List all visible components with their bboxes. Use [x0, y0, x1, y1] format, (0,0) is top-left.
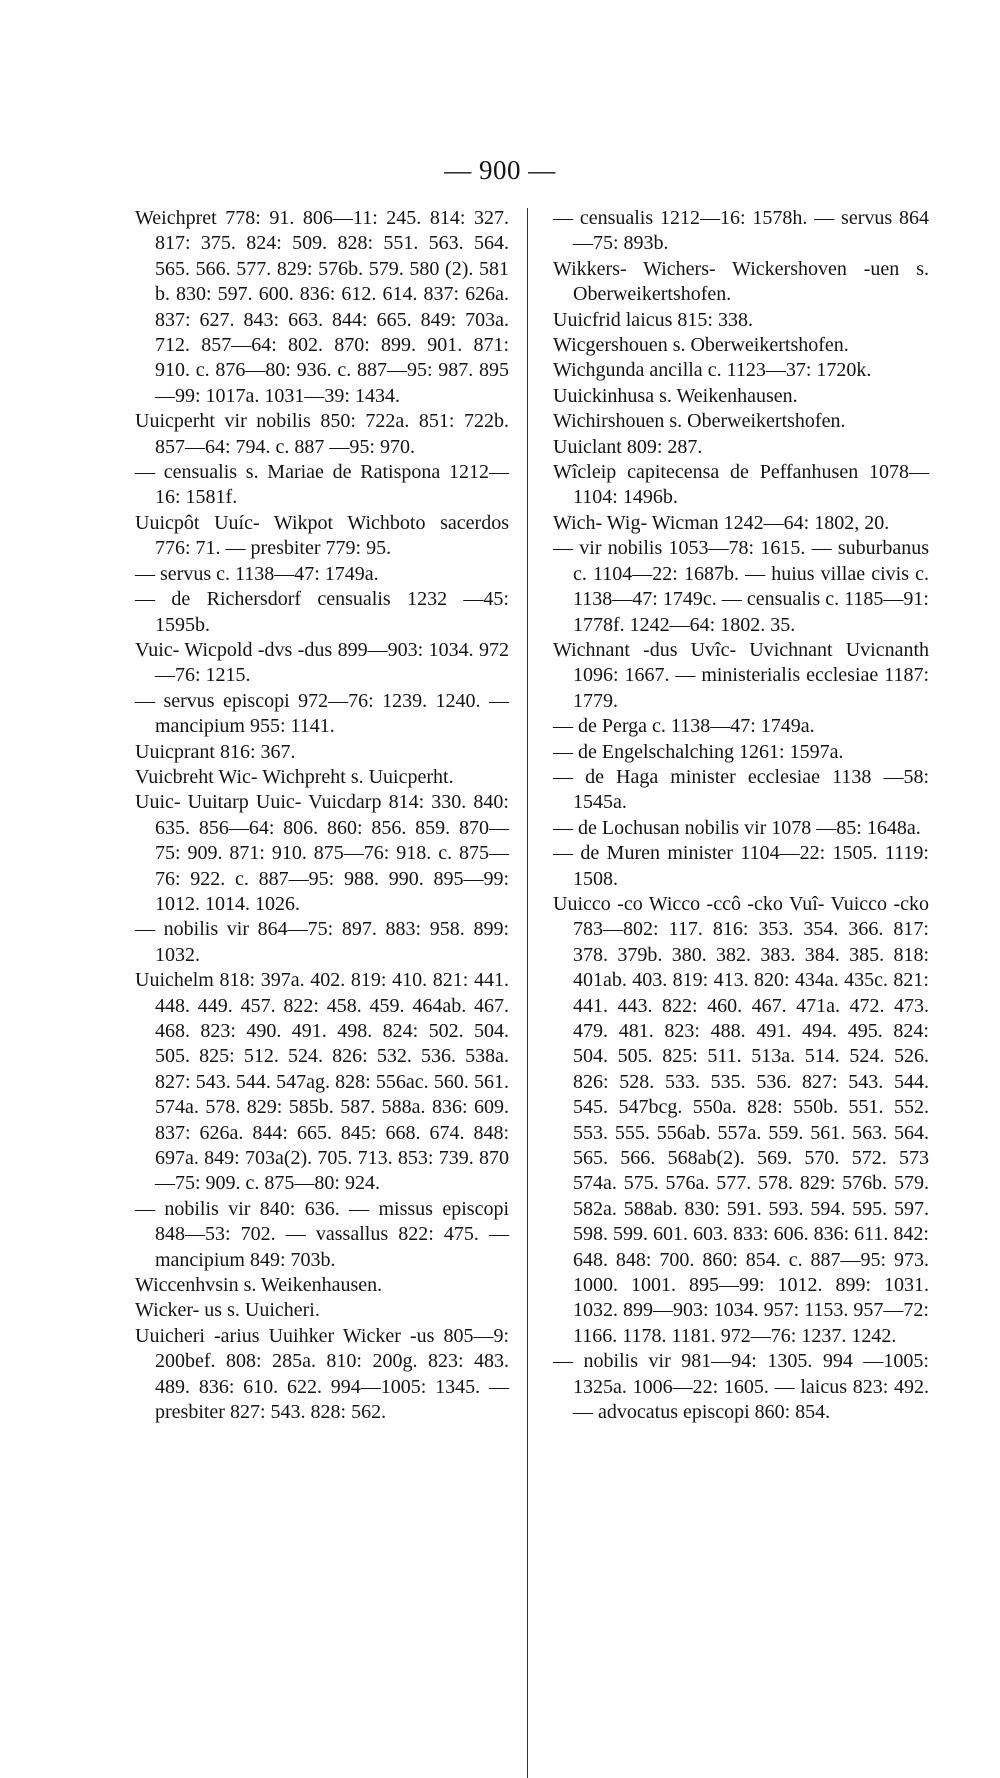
- index-entry: Uuicfrid laicus 815: 338.: [553, 308, 753, 331]
- index-entry: Wichirshouen s. Oberweikertshofen.: [553, 410, 846, 433]
- index-entry: Uuicheri -arius Uuihker Wicker -us 805—9: 200bef. 808: 285a. 810: 200g. 823: 483. 489. 836: 610. 622. 994—1005: 1345. — presbiter 827: 543. 828: 562.: [135, 1324, 509, 1424]
- index-entry: Wîcleip capitecensa de Peffanhusen 1078—1104: 1496b.: [553, 461, 929, 509]
- index-entry: — de Richersdorf censualis 1232 —45: 1595b.: [135, 588, 509, 636]
- index-entry: — servus c. 1138—47: 1749a.: [135, 562, 379, 585]
- right-column: [553, 206, 929, 1426]
- index-entry: Uuicprant 816: 367.: [135, 740, 296, 763]
- index-entry: Uuicpôt Uuíc- Wikpot Wichboto sacerdos 776: 71. — presbiter 779: 95.: [135, 511, 509, 560]
- index-entry: — censualis 1212—16: 1578h. — servus 864—75: 893b.: [553, 207, 929, 255]
- index-entry: Weichpret 778: 91. 806—11: 245. 814: 327. 817: 375. 824: 509. 828: 551. 563. 564. 565. 566. 577. 829: 576b. 579. 580 (2). 581 b. 830: 597. 600. 836: 612. 614. 837: 626a. 837: 627. 843: 663. 844: 665. 849: 703a. 712. 857—64: 802. 870: 899. 901. 871: 910. c. 876—80: 936. c. 887—95: 987. 895—99: 1017a. 1031—39: 1434.: [135, 207, 509, 407]
- index-entry: — de Haga minister ecclesiae 1138 —58: 1545a.: [553, 765, 929, 814]
- index-entry: Vuic- Wicpold -dvs -dus 899—903: 1034. 972—76: 1215.: [135, 638, 509, 687]
- index-entry: Wiccenhvsin s. Weikenhausen.: [135, 1274, 383, 1297]
- index-entry: — servus episcopi 972—76: 1239. 1240. — mancipium 955: 1141.: [135, 689, 509, 738]
- index-entry: Wichgunda ancilla c. 1123—37: 1720k.: [553, 359, 872, 382]
- index-entry: Wichnant -dus Uvîc- Uvichnant Uvicnanth 1096: 1667. — ministerialis ecclesiae 1187: 1779.: [553, 638, 929, 712]
- index-entry: Uuicco -co Wicco -ccô -cko Vuî- Vuicco -cko 783—802: 117. 816: 353. 354. 366. 817: 378. 379b. 380. 382. 383. 384. 385. 818: 401ab. 403. 819: 413. 820: 434a. 435c. 821: 441. 443. 822: 460. 467. 471a. 472. 473. 479. 481. 823: 488. 491. 494. 495. 824: 504. 505. 825: 511. 513a. 514. 524. 526. 826: 528. 533. 535. 536. 827: 543. 544. 545. 547bcg. 550a. 828: 550b. 551. 552. 553. 555. 556ab. 557a. 559. 561. 563. 564. 565. 566. 568ab(2). 569. 570. 572. 573 574a. 575. 576a. 577. 578. 829: 576b. 579. 582a. 588ab. 830: 591. 593. 594. 595. 597. 598. 599. 601. 603. 833: 606. 836: 611. 842: 648. 848: 700. 860: 854. c. 887—95: 973. 1000. 1001. 895—99: 1012. 899: 1031. 1032. 899—903: 1034. 957: 1153. 957—72: 1166. 1178. 1181. 972—76: 1237. 1242.: [553, 892, 929, 1347]
- index-entry: — de Engelschalching 1261: 1597a.: [553, 740, 844, 763]
- index-entry: — de Perga c. 1138—47: 1749a.: [553, 715, 815, 738]
- left-column: [135, 206, 509, 1426]
- index-entry: Wicker- us s. Uuicheri.: [135, 1299, 320, 1322]
- index-entry: — censualis s. Mariae de Ratispona 1212—16: 1581f.: [135, 461, 509, 509]
- index-entry: — nobilis vir 981—94: 1305. 994 —1005: 1325a. 1006—22: 1605. — laicus 823: 492. — advocatus episcopi 860: 854.: [553, 1350, 929, 1424]
- index-entry: — vir nobilis 1053—78: 1615. — suburbanus c. 1104—22: 1687b. — huius villae civis c. 1138—47: 1749c. — censualis c. 1185—91: 1778f. 1242—64: 1802. 35.: [553, 537, 929, 636]
- index-entry: Uuiclant 809: 287.: [553, 435, 703, 458]
- index-entry: Uuic- Uuitarp Uuic- Vuicdarp 814: 330. 840: 635. 856—64: 806. 860: 856. 859. 870—75: 909. 871: 910. 875—76: 918. c. 875—76: 922. c. 887—95: 988. 990. 895—99: 1012. 1014. 1026.: [135, 791, 509, 915]
- column-divider: [527, 208, 528, 1778]
- index-entry: Wikkers- Wichers- Wickershoven -uen s. Oberweikertshofen.: [553, 257, 929, 306]
- index-entry: — de Lochusan nobilis vir 1078 —85: 1648a.: [553, 816, 921, 839]
- index-entry: Vuicbreht Wic- Wichpreht s. Uuicperht.: [135, 765, 454, 788]
- index-entry: — de Muren minister 1104—22: 1505. 1119: 1508.: [553, 842, 929, 890]
- index-entry: Uuickinhusa s. Weikenhausen.: [553, 384, 798, 407]
- index-entry: Uuicperht vir nobilis 850: 722a. 851: 722b. 857—64: 794. c. 887 —95: 970.: [135, 410, 509, 458]
- index-entry: — nobilis vir 840: 636. — missus episcopi 848—53: 702. — vassallus 822: 475. — mancipium 849: 703b.: [135, 1197, 509, 1271]
- index-entry: — nobilis vir 864—75: 897. 883: 958. 899: 1032.: [135, 918, 509, 966]
- index-entry: Uuichelm 818: 397a. 402. 819: 410. 821: 441. 448. 449. 457. 822: 458. 459. 464ab. 467. 468. 823: 490. 491. 498. 824: 502. 504. 505. 825: 512. 524. 826: 532. 536. 538a. 827: 543. 544. 547ag. 828: 556ac. 560. 561. 574a. 578. 829: 585b. 587. 588a. 836: 609. 837: 626a. 844: 665. 845: 668. 674. 848: 697a. 849: 703a(2). 705. 713. 853: 739. 870—75: 909. c. 875—80: 924.: [135, 969, 509, 1195]
- page-number: — 900 —: [444, 155, 556, 185]
- index-entry: Wicgershouen s. Oberweikertshofen.: [553, 334, 849, 357]
- index-entry: Wich- Wig- Wicman 1242—64: 1802, 20.: [553, 511, 890, 534]
